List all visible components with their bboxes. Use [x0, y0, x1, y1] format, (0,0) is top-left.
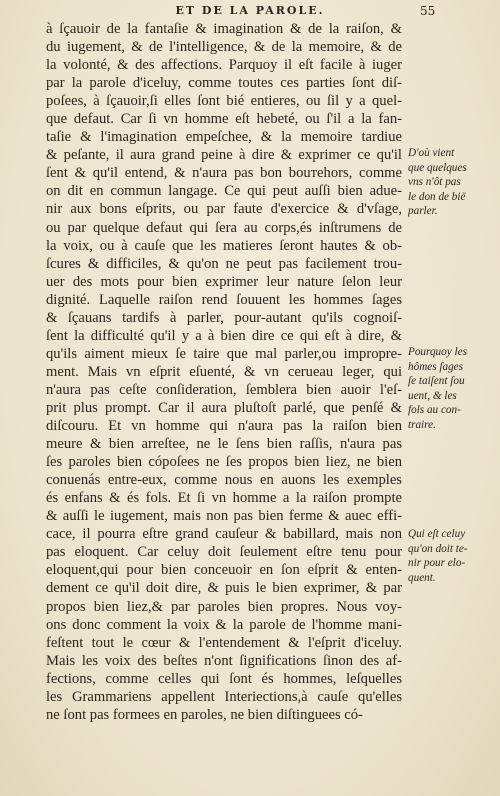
- margin-note-line: qu'on doit te-: [408, 542, 468, 555]
- margin-note-line: hômes ſages: [408, 360, 463, 373]
- margin-note-3: [408, 527, 498, 585]
- text-line: feſtent tout le cœur & l'entendement & l'eſprit d'iceluy.: [46, 634, 402, 651]
- text-line: conuenás entre-eux, comme nous en auons les exemples: [46, 472, 402, 489]
- margin-note-line: nir pour elo-: [408, 557, 466, 570]
- text-line: ne ſont pas formees en paroles, ne bien diſtinguees có-: [46, 706, 363, 723]
- text-line: ſes paroles bien cópoſees ne ſes propos bien liez, ne bien: [46, 454, 402, 471]
- text-line: meure & bien arreſtee, ne le ſens bien raſſis, n'aura pas: [46, 436, 402, 453]
- text-line: ou par quelque defaut qui ſera au corps,és inſtrumens de: [46, 219, 402, 236]
- text-line: on dit en commun langage. Ce qui peut auſſi bien adue-: [46, 183, 402, 200]
- margin-note-line: uent, & les: [408, 389, 457, 402]
- text-line: la volonté, & des affections. Parquoy il eſt facile à iuger: [46, 57, 402, 74]
- margin-note-line: parler.: [408, 205, 438, 218]
- text-line: la voix, ou à cauſe que les matieres ſeront hautes & ob-: [46, 237, 402, 254]
- text-line: qu'ils aiment mieux ſe taire que mal parler,ou impropre-: [46, 345, 402, 362]
- margin-note-line: D'où vient: [408, 147, 455, 159]
- text-line: ſent la difficulté qu'il y a à bien dire ce qui eſt à dire, &: [46, 327, 402, 344]
- text-line: dement ce qu'il doit dire, & puis le bien exprimer, & par: [46, 580, 402, 597]
- text-line: prit plus prompt. Car il aura pluſtoſt parlé, que penſé &: [46, 399, 402, 416]
- text-line: du iugement, & de l'intelligence, & de la memoire, & de: [46, 39, 402, 56]
- margin-note-2: [408, 345, 498, 433]
- text-line: par la parole d'iceluy, comme toutes ces parties ſont diſ-: [46, 75, 402, 92]
- text-line: fections, comme celles qui ſont és hommes, leſquelles: [46, 670, 402, 687]
- text-line: & ſçauans tardifs à parler, pour-autant qu'ils cognoiſ-: [46, 309, 402, 326]
- margin-note-line: ſe taiſent ſou: [408, 375, 465, 388]
- margin-note-line: traire.: [408, 418, 436, 431]
- margin-note-line: quent.: [408, 571, 436, 584]
- text-line: ſcures & difficiles, & qu'on ne peut pas facilement trou-: [46, 255, 402, 272]
- margin-note-line: vns n'ôt pas: [408, 176, 461, 189]
- text-line: les Grammariens appellent Interiections,à cauſe qu'elles: [46, 688, 402, 705]
- text-line: poſees, à ſçauoir,ſi elles ſont bié entieres, ou ſil y a quel-: [46, 93, 402, 110]
- text-line: dignité. Laquelle raiſon rend ſouuent les hommes ſages: [46, 291, 402, 308]
- text-line: eloquent,qui pour bien conceuoir en ſon eſprit & enten-: [46, 562, 402, 579]
- running-title: ET DE LA PAROLE.: [175, 4, 325, 17]
- text-line: à ſçauoir de la fantaſie & imagination & de la raiſon, &: [46, 21, 402, 37]
- margin-note-line: Qui eſt celuy: [408, 528, 466, 540]
- margin-note-line: Pourquoy les: [408, 346, 467, 358]
- page-number: 55: [420, 4, 436, 18]
- text-line: diſcouru. Et vn homme qui n'aura pas la raiſon bien: [46, 418, 402, 435]
- text-line: nir aux bons eſprits, ou par faute d'exercice & d'vſage,: [46, 201, 402, 218]
- text-line: que defaut. Car ſi vn homme eſt hebeté, ou ſ'il a la fan-: [46, 111, 402, 128]
- text-line: pas eloquent. Car celuy doit ſeulement eſtre tenu pour: [46, 544, 402, 561]
- text-line: ſent & qu'il entend, & n'aura pas bon bouтehors, comme: [46, 165, 402, 182]
- margin-note-1: [408, 146, 498, 219]
- text-line: & peſante, il aura grand peine à dire & exprimer ce qu'il: [46, 147, 402, 164]
- text-line: uer des mots pour bien exprimer leur nature ſelon leur: [46, 273, 402, 290]
- text-line: és enfans & és fols. Et ſi vn homme a la raiſon prompte: [46, 490, 402, 507]
- text-line: Mais les voix des beſtes n'ont ſignifications ſinon des af-: [46, 652, 402, 669]
- text-line: ons donc comment la voix & la parole de l'homme mani-: [46, 616, 402, 633]
- text-line: taſie & l'imagination empeſchee, & la memoire tardiue: [46, 129, 402, 146]
- main-text-block: [46, 20, 402, 724]
- margin-note-line: fols au con-: [408, 404, 461, 417]
- margin-note-line: le don de bië: [408, 190, 466, 203]
- text-line: & auſſi le iugement, mais non pas bien ferme & auec effi-: [46, 508, 402, 525]
- text-line: cace, il pourra eſtre grand cauſeur & babillard, mais non: [46, 526, 402, 543]
- text-line: propos bien liez,& par paroles bien propres. Nous voy-: [46, 598, 402, 615]
- text-line: ment. Mais vn eſprit eſuenté, & vn cerueau leger, qui: [46, 363, 402, 380]
- text-line: n'aura pas ceſte conſideration, ſemblera bien auoir l'eſ-: [46, 381, 402, 398]
- margin-note-line: que quelques: [408, 161, 467, 174]
